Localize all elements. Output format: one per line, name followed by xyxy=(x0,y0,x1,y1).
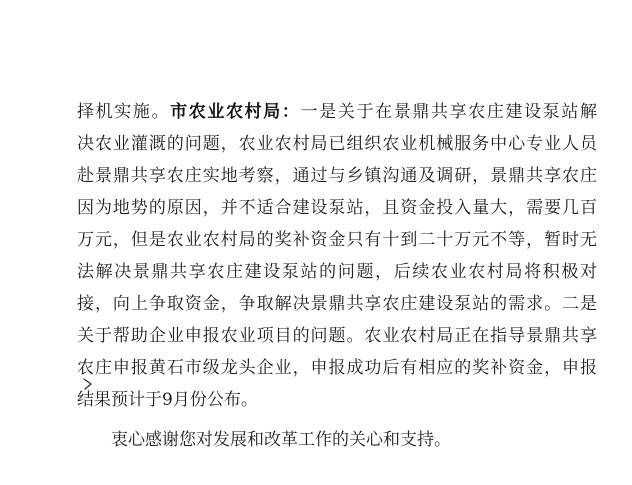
paragraph-line: 因为地势的原因，并不适合建设泵站，且资金投入量大，需要几百 xyxy=(77,198,597,218)
paragraph-line: 接，向上争取资金，争取解决景鼎共享农庄建设泵站的需求。二是 xyxy=(77,294,597,314)
paragraph-line: 法解决景鼎共享农庄建设泵站的问题，后续农业农村局将积极对 xyxy=(77,262,597,282)
department-heading: 市农业农村局： xyxy=(170,102,301,122)
paragraph-line: 赴景鼎共享农庄实地考察，通过与乡镇沟通及调研，景鼎共享农庄 xyxy=(77,166,597,186)
paragraph-line: 结果预计于9月份公布。 xyxy=(77,390,258,410)
line-lead-text: 择机实施。 xyxy=(77,102,171,122)
paragraph-line: 万元，但是农业农村局的奖补资金只有十到二十万元不等，暂时无 xyxy=(77,230,597,250)
pen-mark-icon xyxy=(83,378,93,390)
paragraph-line: 决农业灌溉的问题，农业农村局已组织农业机械服务中心专业人员 xyxy=(77,134,597,154)
closing-line: 衷心感谢您对发展和改革工作的关心和支持。 xyxy=(111,430,451,450)
paragraph-line xyxy=(77,96,597,128)
paragraph-line: 农庄申报黄石市级龙头企业，申报成功后有相应的奖补资金，申报 xyxy=(77,358,597,378)
line-text: 一是关于在景鼎共享农庄建设泵站解 xyxy=(300,102,597,122)
paragraph-line: 关于帮助企业申报农业项目的问题。农业农村局正在指导景鼎共享 xyxy=(77,326,597,346)
document-body xyxy=(77,96,597,456)
